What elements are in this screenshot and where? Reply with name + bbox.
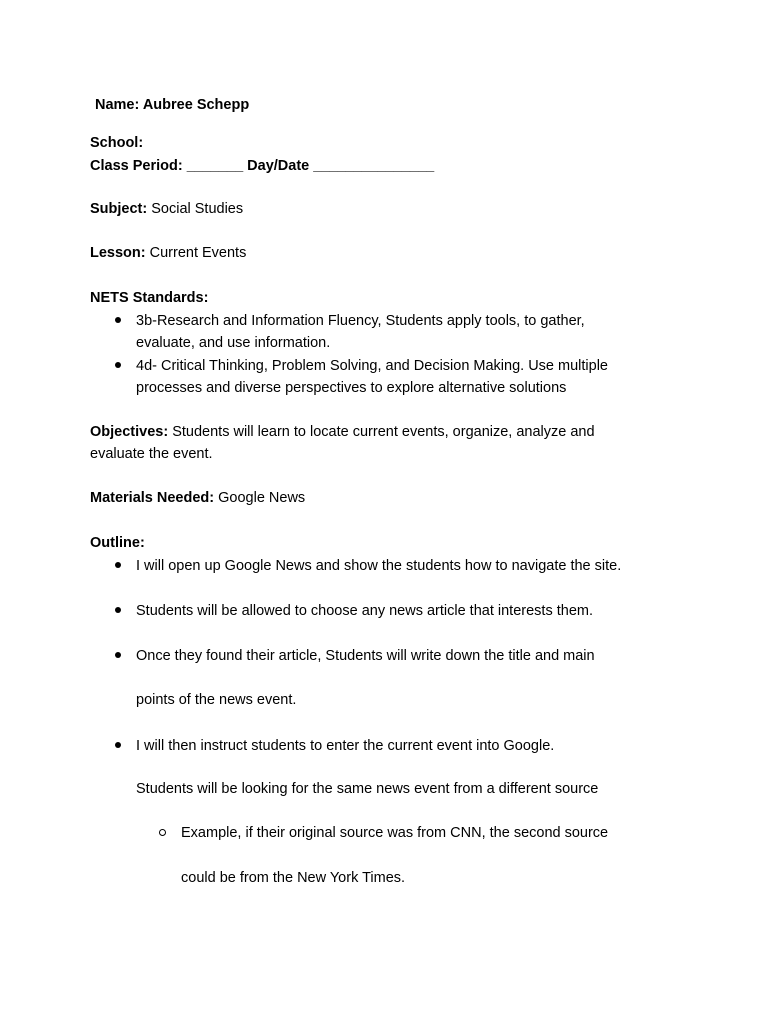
materials-value: Google News	[218, 490, 306, 506]
outline-item-3-line2: points of the news event.	[136, 692, 297, 708]
outline-item-2: Students will be allowed to choose any news article that interests them.	[136, 603, 593, 619]
materials-line	[90, 487, 305, 509]
nets-item-1-line1: 3b-Research and Information Fluency, Students apply tools, to gather,	[136, 313, 585, 329]
lesson-label: Lesson:	[90, 245, 146, 261]
outline-item-3-line1: Once they found their article, Students will write down the title and main	[136, 648, 595, 664]
name-line	[95, 94, 249, 116]
name-label: Name:	[95, 97, 140, 113]
bullet-icon	[115, 362, 121, 368]
bullet-icon	[115, 652, 121, 658]
objectives-text: Students will learn to locate current events, organize, analyze and	[172, 424, 595, 440]
objectives-line2: evaluate the event.	[90, 446, 213, 462]
hollow-bullet-icon	[159, 829, 166, 836]
lesson-line	[90, 242, 246, 264]
subject-label: Subject:	[90, 201, 148, 217]
outline-subitem-line1: Example, if their original source was from CNN, the second source	[181, 825, 609, 841]
objectives-label: Objectives:	[90, 424, 169, 440]
objectives-line1	[90, 421, 595, 443]
outline-item-1: I will open up Google News and show the students how to navigate the site.	[136, 558, 622, 574]
subject-value: Social Studies	[151, 201, 244, 217]
lesson-value: Current Events	[149, 245, 247, 261]
outline-subitem-line2: could be from the New York Times.	[181, 870, 406, 886]
nets-label: NETS Standards:	[90, 290, 209, 306]
bullet-icon	[115, 742, 121, 748]
outline-item-4-line2: Students will be looking for the same news event from a different source	[136, 781, 599, 797]
name-value: Aubree Schepp	[142, 97, 250, 113]
subject-line	[90, 198, 243, 220]
outline-label: Outline:	[90, 535, 145, 551]
bullet-icon	[115, 607, 121, 613]
materials-label: Materials Needed:	[90, 490, 215, 506]
bullet-icon	[115, 562, 121, 568]
school-label: School:	[90, 135, 144, 151]
bullet-icon	[115, 317, 121, 323]
nets-item-2-line2: processes and diverse perspectives to explore alternative solutions	[136, 380, 567, 396]
nets-item-1-line2: evaluate, and use information.	[136, 335, 331, 351]
outline-item-4-line1: I will then instruct students to enter the current event into Google.	[136, 738, 555, 754]
class-period-line: Class Period: _______ Day/Date _______________	[90, 158, 435, 174]
nets-item-2-line1: 4d- Critical Thinking, Problem Solving, and Decision Making. Use multiple	[136, 358, 608, 374]
